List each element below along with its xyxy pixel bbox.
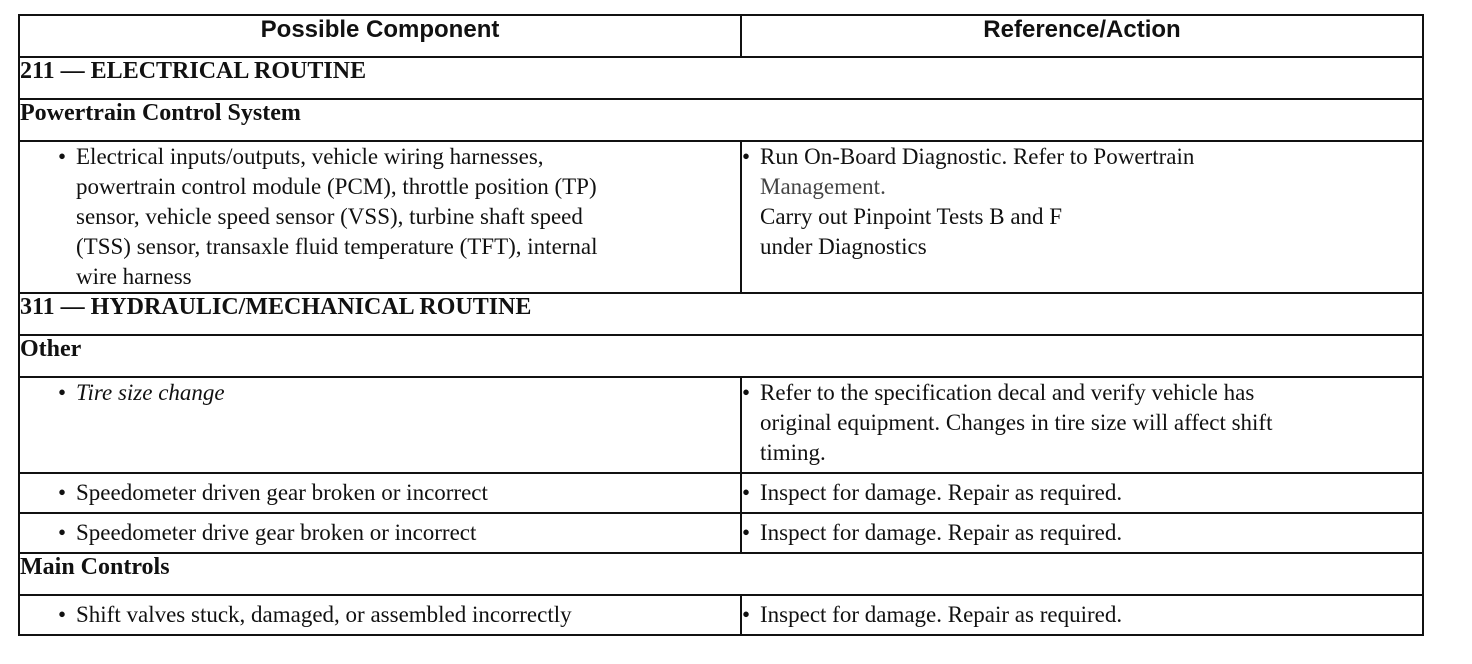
action-line: original equipment. Changes in tire size will affect shift bbox=[760, 410, 1273, 435]
component-line: sensor, vehicle speed sensor (VSS), turbine shaft speed bbox=[76, 204, 583, 229]
component-text: Speedometer drive gear broken or incorrect bbox=[76, 520, 477, 545]
action-text: Inspect for damage. Repair as required. bbox=[760, 480, 1123, 505]
table-header-row bbox=[19, 15, 1423, 57]
table-row bbox=[19, 595, 1423, 635]
subsection-powertrain-control-system: Powertrain Control System bbox=[19, 99, 1423, 141]
action-line: Management. bbox=[760, 174, 886, 199]
component-cell bbox=[19, 377, 741, 473]
action-cell bbox=[741, 377, 1423, 473]
section-electrical-routine: 211 — ELECTRICAL ROUTINE bbox=[19, 57, 1423, 99]
component-cell bbox=[19, 473, 741, 513]
bullet-icon: • bbox=[58, 520, 67, 545]
subsection-row bbox=[19, 335, 1423, 377]
action-cell bbox=[741, 595, 1423, 635]
action-line: under Diagnostics bbox=[760, 234, 927, 259]
action-cell bbox=[741, 141, 1423, 293]
table-row bbox=[19, 473, 1423, 513]
bullet-icon: • bbox=[742, 520, 751, 545]
subsection-row bbox=[19, 553, 1423, 595]
component-line: wire harness bbox=[76, 264, 192, 289]
action-text: Inspect for damage. Repair as required. bbox=[760, 520, 1123, 545]
table-row bbox=[19, 377, 1423, 473]
action-line: timing. bbox=[760, 440, 826, 465]
action-line: Carry out Pinpoint Tests B and F bbox=[760, 204, 1063, 229]
action-line: Run On-Board Diagnostic. Refer to Powertrain bbox=[760, 144, 1195, 169]
bullet-icon: • bbox=[742, 602, 751, 627]
component-text: Tire size change bbox=[76, 380, 225, 405]
table-row bbox=[19, 141, 1423, 293]
header-possible-component: Possible Component bbox=[19, 15, 741, 57]
bullet-icon: • bbox=[58, 380, 67, 405]
section-row bbox=[19, 293, 1423, 335]
component-line: Electrical inputs/outputs, vehicle wiring harnesses, bbox=[76, 144, 544, 169]
bullet-icon: • bbox=[742, 380, 751, 405]
action-cell bbox=[741, 513, 1423, 553]
component-text: Speedometer driven gear broken or incorrect bbox=[76, 480, 488, 505]
component-cell bbox=[19, 595, 741, 635]
bullet-icon: • bbox=[58, 602, 67, 627]
section-hydraulic-mechanical-routine: 311 — HYDRAULIC/MECHANICAL ROUTINE bbox=[19, 293, 1423, 335]
action-cell bbox=[741, 473, 1423, 513]
component-line: (TSS) sensor, transaxle fluid temperature (TFT), internal bbox=[76, 234, 598, 259]
subsection-main-controls: Main Controls bbox=[19, 553, 1423, 595]
component-cell bbox=[19, 141, 741, 293]
diagnostic-table bbox=[18, 14, 1424, 636]
component-text: Shift valves stuck, damaged, or assembled incorrectly bbox=[76, 602, 572, 627]
bullet-icon: • bbox=[58, 144, 67, 169]
action-text: Inspect for damage. Repair as required. bbox=[760, 602, 1123, 627]
bullet-icon: • bbox=[742, 144, 751, 169]
bullet-icon: • bbox=[742, 480, 751, 505]
bullet-icon: • bbox=[58, 480, 67, 505]
section-row bbox=[19, 57, 1423, 99]
component-line: powertrain control module (PCM), throttle position (TP) bbox=[76, 174, 597, 199]
subsection-row bbox=[19, 99, 1423, 141]
table-row bbox=[19, 513, 1423, 553]
header-reference-action: Reference/Action bbox=[741, 15, 1423, 57]
subsection-other: Other bbox=[19, 335, 1423, 377]
action-line: Refer to the specification decal and verify vehicle has bbox=[760, 380, 1255, 405]
component-cell bbox=[19, 513, 741, 553]
